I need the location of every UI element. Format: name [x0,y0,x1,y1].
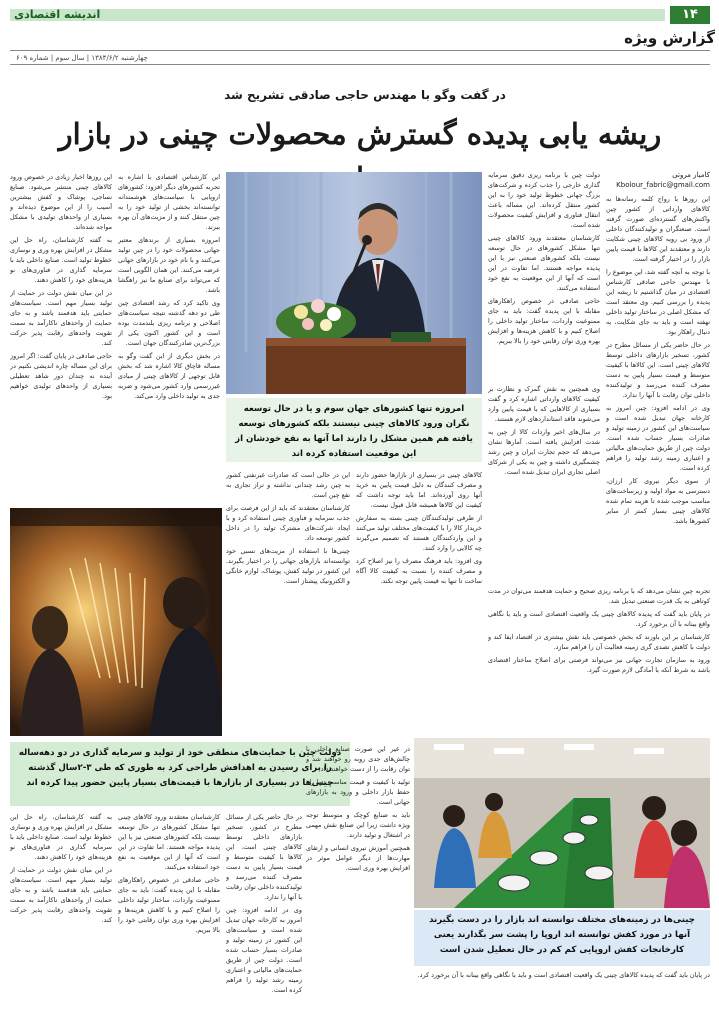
paragraph: به گفته کارشناسان، راه حل این مشکل در افزایش بهره وری و نوسازی خطوط تولید است. صنایع داخلی باید با سرمایه گذاری در فناوری‌های نو هزینه‌های خود را کاهش دهند. [10,813,112,861]
paragraph: ورود به سازمان تجارت جهانی نیز می‌تواند فرصتی برای اصلاح ساختار اقتصادی باشد به شرط آنکه با آمادگی لازم صورت گیرد. [488,656,710,674]
paragraph: چینی‌ها با استفاده از مزیت‌های نسبی خود توانسته‌اند بازارهای جهانی را در اختیار بگیرند. این کشور در تولید کفش، پوشاک، لوازم خانگی و الکترونیک پیشتاز است. [226,547,350,585]
paragraph: وی همچنین به نقش گمرک و نظارت بر کیفیت کالاهای وارداتی اشاره کرد و گفت بسیاری از کالاهایی که با قیمت پایین وارد می‌شوند فاقد استانداردهای لازم هستند. [488,385,600,423]
paragraph: در بخش دیگری از این گفت وگو به مساله قاچاق کالا اشاره شد که بخش قابل توجهی از کالاهای چینی از مبادی غیررسمی وارد کشور می‌شود و ضربه جدی به تولید داخلی وارد می‌کند. [118,352,220,400]
paragraph: در حال حاضر یکی از مسائل مطرح در کشور، تسخیر بازارهای داخلی توسط کالاهای چینی است. این کالاها با کیفیت متوسط و قیمت بسیار پایین به دست مصرف کننده می‌رسد و تولیدکننده داخلی توان رقابت با آنها را ندارد. [606,341,710,399]
paragraph: این روزها با رواج کلمه رسانه‌ها به کالاهای وارداتی از کشور چین واکنش‌های گسترده‌ای صورت گرفته است. صنعتگران و تولیدکنندگان داخلی از ورود بی رویه کالاهای چینی شکایت دارند و معتقدند این کالاها با قیمت پایین بازار را در اختیار گرفته است. [606,195,710,263]
paragraph: به گفته کارشناسان، راه حل این مشکل در افزایش بهره وری و نوسازی خطوط تولید است. صنایع داخلی باید با سرمایه گذاری در فناوری‌های نو هزینه‌های خود را کاهش دهند. [10,236,112,284]
paragraph: در حال حاضر یکی از مسائل مطرح در کشور، تسخیر بازارهای داخلی توسط کالاهای چینی است. این کالاها با کیفیت متوسط و قیمت بسیار پایین به دست مصرف کننده می‌رسد و تولیدکننده داخلی توان رقابت با آنها را ندارد. [226,813,302,901]
article-column-2 [488,170,600,380]
article-column-3 [118,172,220,502]
header-divider [10,50,710,51]
page-header [10,6,710,24]
paragraph: در این میان نقش دولت در حمایت از تولید بسیار مهم است. سیاست‌های حمایتی باید هدفمند باشد و به جای حمایت از واحدهای ناکارآمد به سمت تقویت واحدهای رقابت پذیر حرکت کند. [10,866,112,924]
paragraph: این روزها اخبار زیادی در خصوص ورود کالاهای چینی منتشر می‌شود. صنایع نساجی، پوشاک و کفش بیشترین آسیب را از این موضوع دیده‌اند و بسیاری از واحدهای تولیدی با مشکل مواجه شده‌اند. [10,173,112,231]
paragraph: در پایان باید گفت که پدیده کالاهای چینی یک واقعیت اقتصادی است و باید با نگاهی واقع بینانه با آن برخورد کرد. [488,610,710,628]
paragraph: وی افزود: باید فرهنگ مصرف را نیز اصلاح کرد و مصرف کننده را نسبت به کیفیت کالا آگاه ساخت تا تنها به قیمت پایین توجه نکند. [356,557,482,585]
paragraph: باید به صنایع کوچک و متوسط توجه ویژه داشت زیرا این صنایع نقش مهمی در اشتغال و تولید دارند. [306,811,410,839]
article-kicker: در گفت وگو با مهندس حاجی صادقی تشریح شد [224,88,506,102]
article-column-7 [488,586,710,734]
byline-name: کامیار مروتی [672,171,710,179]
article-column-2b [488,384,600,580]
paragraph: حاجی صادقی در پایان گفت: اگر امروز برای این مساله چاره اندیشی نکنیم در آینده نه چندان دور شاهد تعطیلی بسیاری از واحدهای تولیدی خواهیم بود. [10,352,112,400]
assembly-line-photo-illustration [414,738,710,908]
section-title: گزارش ویژه [624,29,715,47]
assembly-line-caption: چینی‌ها در زمینه‌های مختلف توانسته اند بازار را در دست بگیرند آنها در مورد کفش توانسته اند اروپا را پشت سر بگذارند یعنی کارخانجات کفش اروپایی کم کم در حال تعطیل شدن است [414,910,710,966]
paragraph: کارشناسان بر این باورند که بخش خصوصی باید نقش بیشتری در اقتصاد ایفا کند و دولت با کاهش تصدی گری زمینه فعالیت آن را فراهم سازد. [488,633,710,651]
paragraph: از طرفی تولیدکنندگان چینی بسته به سفارش خریدار کالا را با کیفیت‌های مختلف تولید می‌کنند و این واردکنندگان هستند که تصمیم می‌گیرند چه کالایی را وارد کنند. [356,514,482,552]
paragraph: کارشناسان معتقدند ورود کالاهای چینی تنها مشکل کشورهای در حال توسعه نیست بلکه کشورهای صنعتی نیز با این پدیده مواجه هستند. اما تفاوت در این است که آنها از این موقعیت به نفع خود استفاده می‌کنند. [118,813,220,871]
article-column-5 [356,470,482,738]
byline [606,170,710,190]
paragraph: تولید با کیفیت و قیمت مناسب تنها راه حفظ بازار داخلی و ورود به بازارهای جهانی است. [306,778,410,806]
paragraph: حاجی صادقی در خصوص راهکارهای مقابله با این پدیده گفت: باید به جای ممنوعیت واردات، ساختار تولید داخلی را اصلاح کنیم و با کاهش هزینه‌ها و افزایش بهره وری توان رقابتی خود را بالا ببریم. [118,876,220,934]
factory-photo-caption: دولت چین با حمایت‌های منطقی خود از تولید و سرمایه گذاری در دو دهه‌ساله را برای رسیدن به اهدافش طراحی کرد به طوری که طی ۳-۲سال گذشته چینی‌ها در بسیاری از بازارها با قیمت‌های بسیار پایین حضور پیدا کرده اند [10,742,350,806]
header-divider-lower [10,64,710,65]
article-column-9 [226,812,302,1008]
assembly-line-photo [414,738,710,908]
speaker-photo [226,172,482,394]
article-column-10 [118,812,220,1008]
paragraph: همچنین آموزش نیروی انسانی و ارتقای مهارت‌ها از دیگر عوامل موثر در افزایش بهره وری است. [306,844,410,872]
paragraph: در سال‌های اخیر واردات کالا از چین به شدت افزایش یافته است. آمارها نشان می‌دهد که حجم تجارت ایران و چین رشد چشمگیری داشته و چین به یکی از شرکای اصلی تجاری ایران تبدیل شده است. [488,428,600,476]
paragraph: دولت چین با برنامه ریزی دقیق سرمایه گذاری خارجی را جذب کرده و شرکت‌های بزرگ جهانی خطوط تولید خود را به این کشور منتقل کرده‌اند. این مساله باعث انتقال فناوری و افزایش کیفیت محصولات شده است. [488,171,600,229]
paragraph: کارشناسان معتقدند ورود کالاهای چینی تنها مشکل کشورهای در حال توسعه نیست بلکه کشورهای صنعتی نیز با این پدیده مواجه هستند. اما تفاوت در این است که آنها از این موقعیت به نفع خود استفاده می‌کنند. [488,234,600,292]
byline-email: Kbolour_fabric@gmail.com [616,181,710,189]
paragraph: در غیر این صورت صنایع داخلی با چالش‌های جدی روبه رو خواهند شد و توان رقابت را از دست خواهند داد. [306,745,410,773]
paragraph: کارشناسان معتقدند که باید از این فرصت برای جذب سرمایه و فناوری چینی استفاده کرد و با ایجاد شرکت‌های مشترک تولید را در داخل کشور توسعه داد. [226,504,350,542]
paragraph: در پایان باید گفت که پدیده کالاهای چینی یک واقعیت اقتصادی است و باید با نگاهی واقع بینانه با آن برخورد کرد. [417,971,710,979]
article-column-4 [10,172,112,502]
paragraph: وی تاکید کرد که رشد اقتصادی چین طی دو دهه گذشته نتیجه سیاست‌های اصلاحی و برنامه ریزی بلندمدت بوده است و این کشور اکنون یکی از بزرگ‌ترین صادرکنندگان جهان است. [118,299,220,347]
header-bar [10,9,665,21]
paragraph: در این میان نقش دولت در حمایت از تولید بسیار مهم است. سیاست‌های حمایتی باید هدفمند باشد و به جای حمایت از واحدهای ناکارآمد به سمت تقویت واحدهای رقابت پذیر حرکت کند. [10,289,112,347]
article-column-12 [414,970,710,1010]
paragraph: تجربه چین نشان می‌دهد که با برنامه ریزی صحیح و حمایت هدفمند می‌توان در مدت کوتاهی به یک قدرت صنعتی تبدیل شد. [488,587,710,605]
paragraph: کالاهای چینی در بسیاری از بازارها حضور دارند و مصرف کنندگان به دلیل قیمت پایین به خرید آنها روی آورده‌اند. اما باید توجه داشت که کیفیت این کالاها همیشه قابل قبول نیست. [356,471,482,509]
factory-photo-illustration [10,508,222,736]
pull-quote: امروزه تنها کشورهای جهان سوم و یا در حال توسعه نگران ورود کالاهای چینی نیستند بلکه کشورهای توسعه یافته هم همین مشکل را دارند اما آنها به نفع خودشان از این موقعیت استفاده کرده اند [226,398,482,462]
factory-photo [10,508,222,736]
paragraph: این در حالی است که صادرات غیرنفتی کشور به چین رشد چندانی نداشته و تراز تجاری به نفع چین است. [226,471,350,499]
paragraph: با توجه به آنچه گفته شد، این موضوع را با مهندس حاجی صادقی کارشناس اقتصادی در میان گذاشتیم تا ریشه این پدیده را بررسی کنیم. وی معتقد است که مشکل اصلی در ساختار تولید داخلی نهفته است و باید به جای شکایت، به دنبال راهکار بود. [606,268,710,336]
page-number: ۱۴ [670,6,710,24]
article-headline: ریشه یابی پدیده گسترش محصولات چینی در بازار [58,117,662,151]
publication-brand: اندیشه اقتصادی [14,8,101,21]
paragraph: امروزه بسیاری از برندهای معتبر جهانی محصولات خود را در چین تولید می‌کنند و با نام خود در بازارهای جهانی عرضه می‌کنند. این همان الگویی است که می‌تواند برای صنایع ما نیز راهگشا باشد. [118,236,220,294]
paragraph: وی در ادامه افزود: چین امروز به کارخانه جهان تبدیل شده است و سیاست‌های این کشور در زمینه تولید و صادرات بسیار حساب شده است. دولت چین از طریق حمایت‌های مالیاتی و اعتباری زمینه رشد تولید را فراهم کرده است. [226,906,302,994]
paragraph: حاجی صادقی در خصوص راهکارهای مقابله با این پدیده گفت: باید به جای ممنوعیت واردات، ساختار تولید داخلی را اصلاح کنیم و با کاهش هزینه‌ها و افزایش بهره وری توان رقابتی خود را بالا ببریم. [488,297,600,345]
paragraph: این کارشناس اقتصادی با اشاره به تجربه کشورهای دیگر افزود: کشورهای اروپایی با سیاست‌های هوشمندانه توانسته‌اند بخشی از تولید خود را به چین منتقل کنند و از مزیت‌های آن بهره ببرند. [118,173,220,231]
article-column-11 [10,812,112,1008]
paragraph: از سوی دیگر نیروی کار ارزان، دسترسی به مواد اولیه و زیرساخت‌های مناسب موجب شده تا هزینه تمام شده کالاهای چینی بسیار کمتر از سایر کشورها باشد. [606,477,710,525]
dateline: چهارشنبه ۱۳۸۴/۶/۲ | سال سوم | شماره ۶۰۹ [16,54,148,62]
speaker-photo-illustration [226,172,482,394]
article-column-6 [226,470,350,738]
article-column-8 [306,744,410,1008]
paragraph: وی در ادامه افزود: چین امروز به کارخانه جهان تبدیل شده است و سیاست‌های این کشور در زمینه تولید و صادرات بسیار حساب شده است. دولت چین از طریق حمایت‌های مالیاتی و اعتباری زمینه رشد تولید را فراهم کرده است. [606,404,710,472]
